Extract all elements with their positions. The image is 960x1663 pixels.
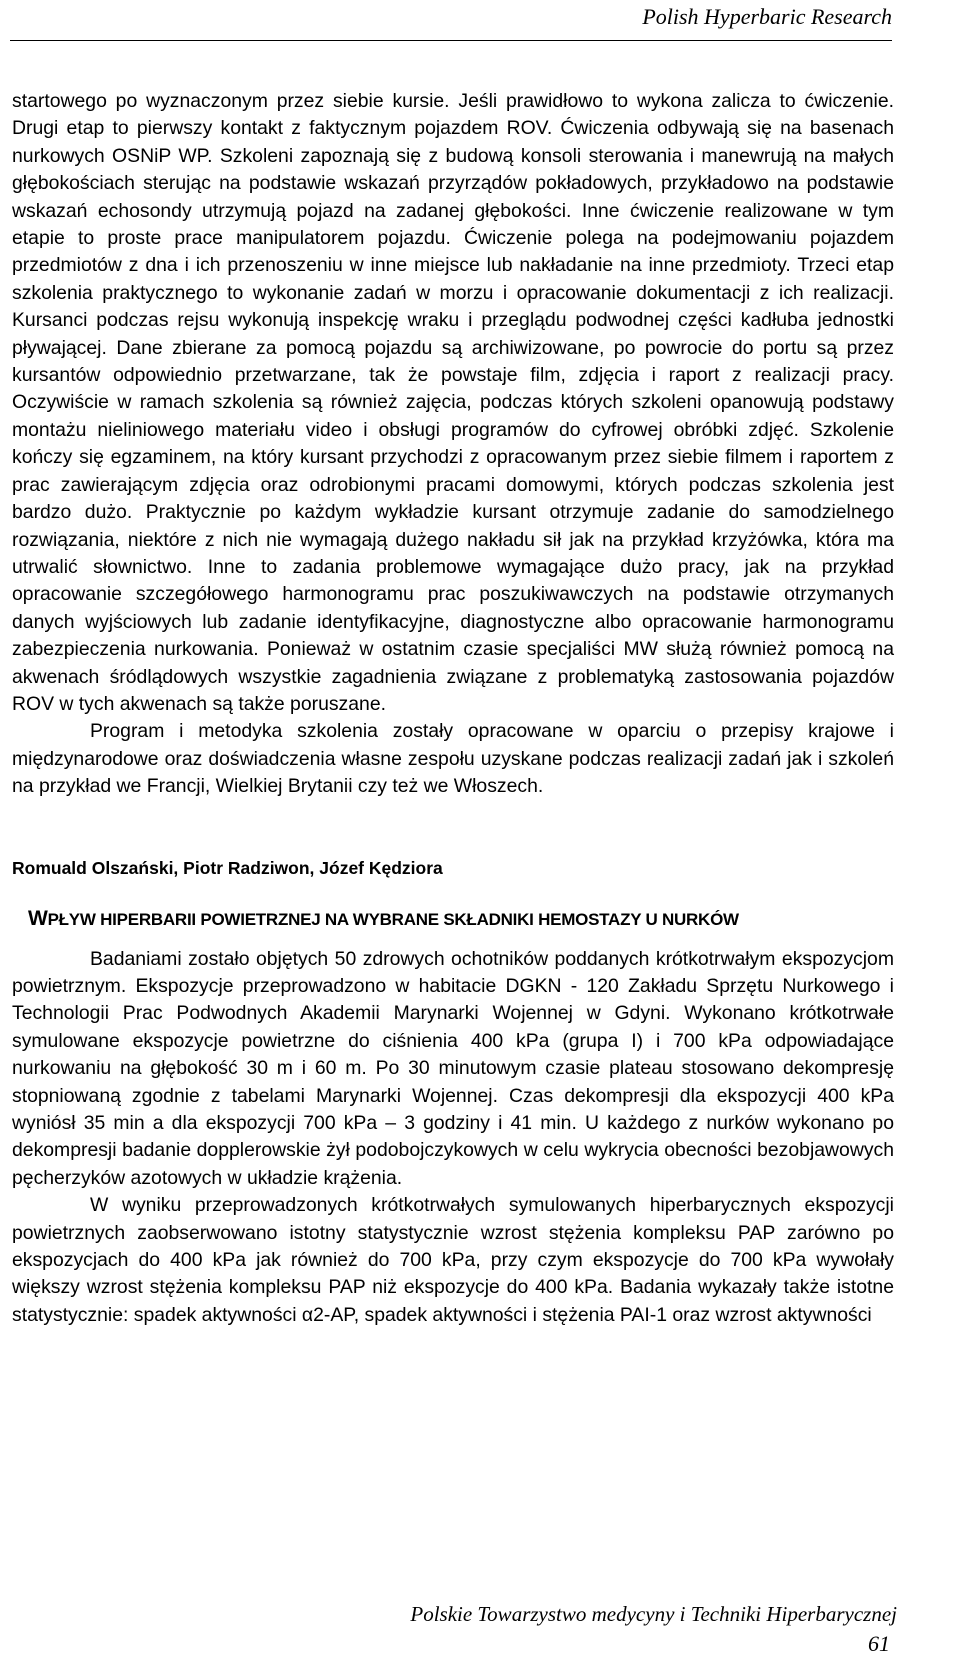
page-content — [12, 88, 894, 1329]
article-authors: Romuald Olszański, Piotr Radziwon, Józef Kędziora — [12, 857, 443, 878]
footer-society-name: Polskie Towarzystwo medycyny i Techniki Hiperbarycznej — [410, 1602, 897, 1626]
header-divider — [10, 40, 892, 41]
article-title-rest: PŁYW HIPERBARII POWIETRZNEJ NA WYBRANE SKŁADNIKI HEMOSTAZY U NURKÓW — [47, 909, 739, 929]
body-paragraph-4: W wyniku przeprowadzonych krótkotrwałych symulowanych hiperbarycznych ekspozycji powietrznych zaobserwowano istotny statystycznie wzrost stężenia kompleksu PAP zarówno po ekspozycjach do 400 kPa jak również do 700 kPa, przy czym ekspozycje do 700 kPa wywołały większy wzrost stężenia kompleksu PAP niż ekspozycje do 400 kPa. Badania wykazały także istotne statystycznie: spadek aktywności α2-AP, spadek aktywności i stężenia PAI-1 oraz wzrost aktywności — [12, 1194, 894, 1326]
body-paragraph-3: Badaniami zostało objętych 50 zdrowych ochotników poddanych krótkotrwałym ekspozycjom powietrznym. Ekspozycje przeprowadzono w habitacie DGKN - 120 Zakładu Sprzętu Nurkowego i Technologii Prac Podwodnych Akademii Marynarki Wojennej w Gdyni. Wykonano krótkotrwałe symulowane ekspozycje powietrzne do ciśnienia 400 kPa (grupa I) i 700 kPa odpowiadające nurkowaniu na głębokość 30 m i 60 m. Po 30 minutowym czasie plateau stosowano dekompresję stopniowaną zgodnie z tabelami Marynarki Wojennej. Czas dekompresji dla ekspozycji 400 kPa wyniósł 35 min a dla ekspozycji 700 kPa – 3 godziny i 41 min. U każdego z nurków wykonano po dekompresji badanie dopplerowskie żył podobojczykowych w celu wykrycia obecności bezobjawowych pęcherzyków azotowych w układzie krążenia. — [12, 947, 894, 1189]
body-paragraph-1: startowego po wyznaczonym przez siebie kursie. Jeśli prawidłowo to wykona zalicza to ćwiczenie. Drugi etap to pierwszy kontakt z faktycznym pojazdem ROV. Ćwiczenia odbywają się na basenach nurkowych OSNiP WP. Szkoleni zapoznają się z budową konsoli sterowania i manewrują na małych głębokościach sterując na podstawie wskazań przyrządów pokładowych, przykładowo na podstawie wskazań echosondy utrzymują pojazd na zadanej głębokości. Inne ćwiczenie realizowane w tym etapie to proste prace manipulatorem pojazdu. Ćwiczenie polega na podejmowaniu pojazdem przedmiotów z dna i ich przenoszeniu w inne miejsce lub nakładanie na inne przedmioty. Trzeci etap szkolenia praktycznego to wykonanie zadań w morzu i opracowanie dokumentacji z ich realizacji. Kursanci podczas rejsu wykonują inspekcję wraku i przeglądu podwodnej części kadłuba jednostki pływającej. Dane zbierane za pomocą pojazdu są archiwizowane, po powrocie do portu są przez kursantów odpowiednio przetwarzane, tak że powstaje film, zdjęcia i raport z realizacji pracy. Oczywiście w ramach szkolenia są również zajęcia, podczas których szkoleni opanowują podstawy montażu nieliniowego materiału video i obsługi programów do cyfrowej obróbki zdjęć. Szkolenie kończy się egzaminem, na który kursant przychodzi z opracowanym przez siebie filmem i raportem z prac zawierającym zdjęcia oraz odrobionymi pracami domowymi, których podczas szkolenia jest bardzo dużo. Praktycznie po każdym wykładzie kursant otrzymuje zadanie do samodzielnego rozwiązania, niektóre z nich nie wymagają dużego nakładu sił jak na przykład krzyżówka, która ma utrwalić słownictwo. Inne to zadania problemowe wymagające dużo pracy, jak na przykład opracowanie szczegółowego harmonogramu prac poszukiwawczych na podstawie otrzymanych danych wyjściowych lub zadanie identyfikacyjne, diagnostyczne albo opracowanie harmonogramu zabezpieczenia nurkowania. Ponieważ w ostatnim czasie specjaliści MW służą również pomocą na akwenach śródlądowych wszystkie zagadnienia związane z problematyką zastosowania pojazdów ROV w tych akwenach są także poruszane. — [12, 90, 894, 715]
running-header-title: Polish Hyperbaric Research — [642, 4, 892, 29]
body-paragraph-2: Program i metodyka szkolenia zostały opracowane w oparciu o przepisy krajowe i międzynarodowe oraz doświadczenia własne zespołu uzyskane podczas realizacji zadań jak i szkoleń na przykład we Francji, Wielkiej Brytanii czy też we Włoszech. — [12, 720, 894, 798]
article-title-initial: W — [28, 906, 48, 930]
article-title — [28, 907, 894, 932]
page-number: 61 — [868, 1631, 890, 1656]
